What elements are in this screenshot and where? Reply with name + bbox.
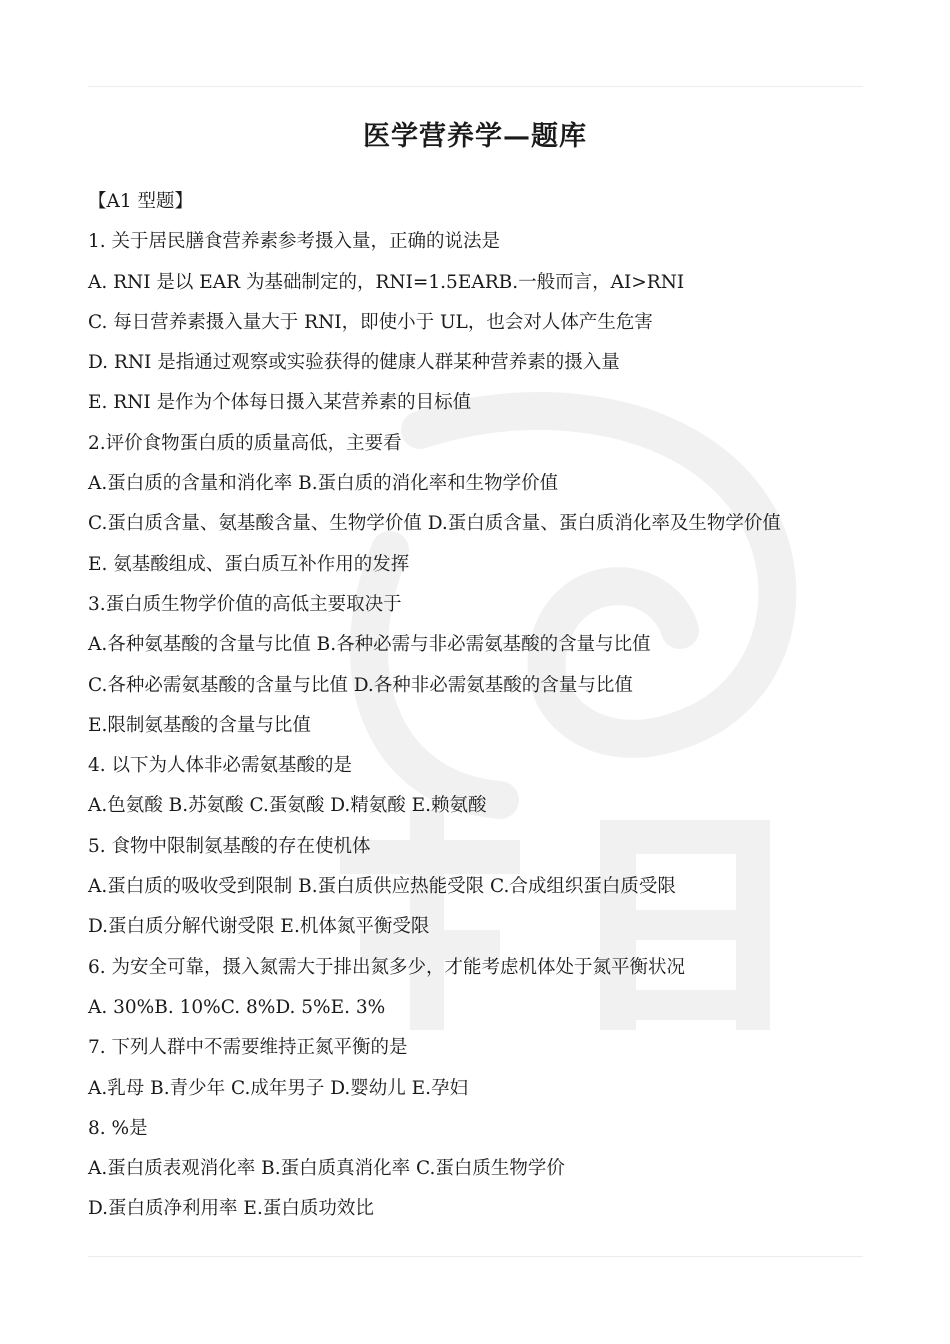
- question-3-stem: 3.蛋白质生物学价值的高低主要取决于: [88, 593, 402, 615]
- question-5-options-a-c: A.蛋白质的吸收受到限制 B.蛋白质供应热能受限 C.合成组织蛋白质受限: [88, 876, 676, 898]
- section-heading: 【A1 型题】: [88, 191, 194, 212]
- question-4-stem: 4. 以下为人体非必需氨基酸的是: [88, 755, 353, 777]
- footer-rule: [88, 1256, 863, 1257]
- document-title: 医学营养学—题库: [363, 121, 587, 152]
- question-3-options-a-b: A.各种氨基酸的含量与比值 B.各种必需与非必需氨基酸的含量与比值: [88, 634, 651, 656]
- question-1-stem: 1. 关于居民膳食营养素参考摄入量，正确的说法是: [88, 231, 501, 253]
- question-2-options-a-b: A.蛋白质的含量和消化率 B.蛋白质的消化率和生物学价值: [88, 473, 559, 495]
- question-7-options: A.乳母 B.青少年 C.成年男子 D.婴幼儿 E.孕妇: [88, 1077, 469, 1099]
- question-6-options: A. 30%B. 10%C. 8%D. 5%E. 3%: [88, 996, 386, 1018]
- question-1-option-d: D. RNI 是指通过观察或实验获得的健康人群某种营养素的摄入量: [88, 352, 620, 374]
- question-8-options-d-e: D.蛋白质净利用率 E.蛋白质功效比: [88, 1198, 374, 1220]
- question-3-options-c-d: C.各种必需氨基酸的含量与比值 D.各种非必需氨基酸的含量与比值: [88, 674, 633, 696]
- header-rule: [88, 86, 863, 87]
- question-1-options-a-b: A. RNI 是以 EAR 为基础制定的，RNI=1.5EARB.一般而言，AI>RNI: [88, 271, 685, 293]
- question-5-options-d-e: D.蛋白质分解代谢受限 E.机体氮平衡受限: [88, 916, 430, 938]
- question-list: [88, 186, 878, 1234]
- question-3-option-e: E.限制氨基酸的含量与比值: [88, 714, 311, 736]
- question-6-stem: 6. 为安全可靠，摄入氮需大于排出氮多少，才能考虑机体处于氮平衡状况: [88, 956, 686, 978]
- question-5-stem: 5. 食物中限制氨基酸的存在使机体: [88, 835, 371, 857]
- question-2-options-c-d: C.蛋白质含量、氨基酸含量、生物学价值 D.蛋白质含量、蛋白质消化率及生物学价值: [88, 513, 781, 535]
- question-1-option-e: E. RNI 是作为个体每日摄入某营养素的目标值: [88, 392, 472, 414]
- question-7-stem: 7. 下列人群中不需要维持正氮平衡的是: [88, 1037, 408, 1059]
- question-2-stem: 2.评价食物蛋白质的质量高低，主要看: [88, 432, 402, 454]
- question-4-options: A.色氨酸 B.苏氨酸 C.蛋氨酸 D.精氨酸 E.赖氨酸: [88, 795, 487, 817]
- question-1-option-c: C. 每日营养素摄入量大于 RNI，即使小于 UL，也会对人体产生危害: [88, 311, 653, 333]
- question-2-option-e: E. 氨基酸组成、蛋白质互补作用的发挥: [88, 553, 410, 575]
- question-8-options-a-c: A.蛋白质表观消化率 B.蛋白质真消化率 C.蛋白质生物学价: [88, 1158, 565, 1180]
- question-8-stem: 8. %是: [88, 1117, 148, 1139]
